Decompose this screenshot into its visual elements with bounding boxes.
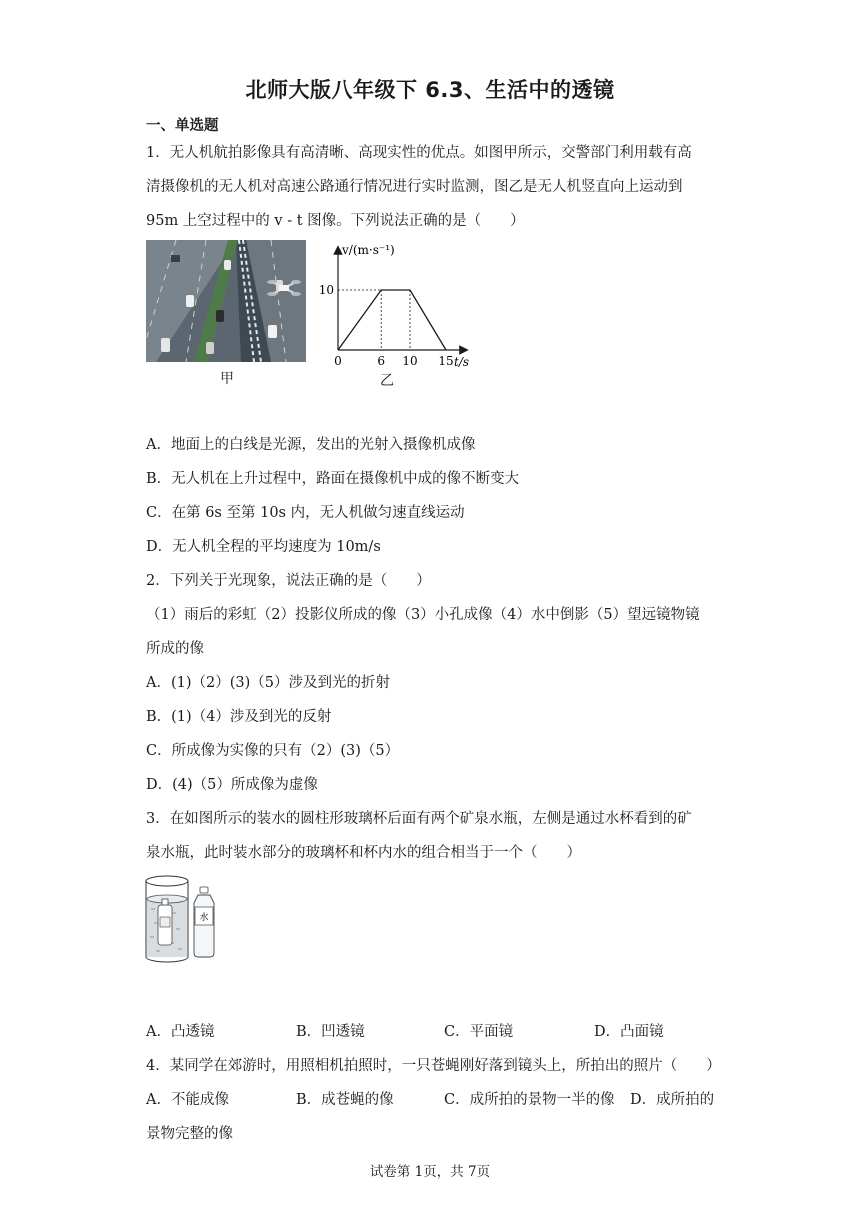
- x-tick-label: 0: [334, 354, 342, 368]
- y-axis-label: v/(m·s⁻¹): [342, 243, 395, 257]
- q1-option-d: D．无人机全程的平均速度为 10m/s: [146, 539, 381, 555]
- question-4-line-1: 4．某同学在郊游时，用照相机拍照时，一只苍蝇刚好落到镜头上，所拍出的照片（ ）: [146, 1058, 721, 1074]
- glass-of-water-icon: [146, 876, 188, 962]
- page-footer: 试卷第 1页，共 7页: [369, 1164, 491, 1180]
- q3-option-b: B．凹透镜: [296, 1024, 365, 1040]
- question-3-line-1: 3．在如图所示的装水的圆柱形玻璃杯后面有两个矿泉水瓶，左侧是通过水杯看到的矿: [146, 811, 692, 827]
- vt-chart: [316, 240, 478, 370]
- q2-option-d: D．(4)（5）所成像为虚像: [146, 777, 318, 793]
- x-axis-label: t/s: [454, 355, 470, 369]
- q4-option-a: A．不能成像: [146, 1092, 229, 1108]
- question-1-line-2: 清摄像机的无人机对高速公路通行情况进行实时监测，图乙是无人机竖直向上运动到: [146, 179, 683, 195]
- q3-option-d: D．凸面镜: [594, 1024, 664, 1040]
- q1-option-c: C．在第 6s 至第 10s 内，无人机做匀速直线运动: [146, 505, 465, 521]
- page-title: 北师大版八年级下 6.3、生活中的透镜: [245, 78, 615, 102]
- water-bottle-icon: [194, 887, 214, 957]
- q2-option-b: B．(1)（4）涉及到光的反射: [146, 709, 332, 725]
- x-tick-label: 10: [402, 354, 418, 368]
- figure-jia-caption: 甲: [220, 371, 234, 387]
- section-heading: 一、单选题: [146, 118, 219, 134]
- velocity-series-line: [338, 290, 446, 350]
- q4-option-d: D．成所拍的: [630, 1092, 715, 1108]
- figure-yi-caption: 乙: [380, 373, 394, 389]
- y-tick-label-10: 10: [318, 283, 334, 297]
- q4-option-b: B．成苍蝇的像: [296, 1092, 394, 1108]
- x-tick-label: 15: [438, 354, 454, 368]
- highway-drone-photo: [146, 240, 306, 362]
- question-2-line-3: 所成的像: [146, 641, 204, 657]
- question-2-line-2: （1）雨后的彩虹（2）投影仪所成的像（3）小孔成像（4）水中倒影（5）望远镜物镜: [146, 607, 700, 623]
- q4-option-d-continued: 景物完整的像: [146, 1126, 233, 1142]
- q2-option-c: C．所成像为实像的只有（2）(3)（5）: [146, 743, 400, 759]
- q3-option-c: C．平面镜: [444, 1024, 514, 1040]
- bottle-label-text: 水: [199, 913, 209, 923]
- q1-option-a: A．地面上的白线是光源，发出的光射入摄像机成像: [146, 437, 476, 453]
- question-2-line-1: 2．下列关于光现象，说法正确的是（ ）: [146, 573, 431, 589]
- x-tick-label: 6: [377, 354, 386, 368]
- q2-option-a: A．(1)（2）(3)（5）涉及到光的折射: [146, 675, 390, 691]
- question-1-line-1: 1．无人机航拍影像具有高清晰、高现实性的优点。如图甲所示，交警部门利用载有高: [146, 145, 692, 161]
- q4-option-c: C．成所拍的景物一半的像: [444, 1092, 615, 1108]
- question-1-line-3: 95m 上空过程中的 v - t 图像。下列说法正确的是（ ）: [146, 213, 525, 229]
- glass-and-bottles-figure: [142, 873, 232, 965]
- q1-option-b: B．无人机在上升过程中，路面在摄像机中成的像不断变大: [146, 471, 520, 487]
- question-3-line-2: 泉水瓶，此时装水部分的玻璃杯和杯内水的组合相当于一个（ ）: [146, 845, 581, 861]
- q3-option-a: A．凸透镜: [146, 1024, 215, 1040]
